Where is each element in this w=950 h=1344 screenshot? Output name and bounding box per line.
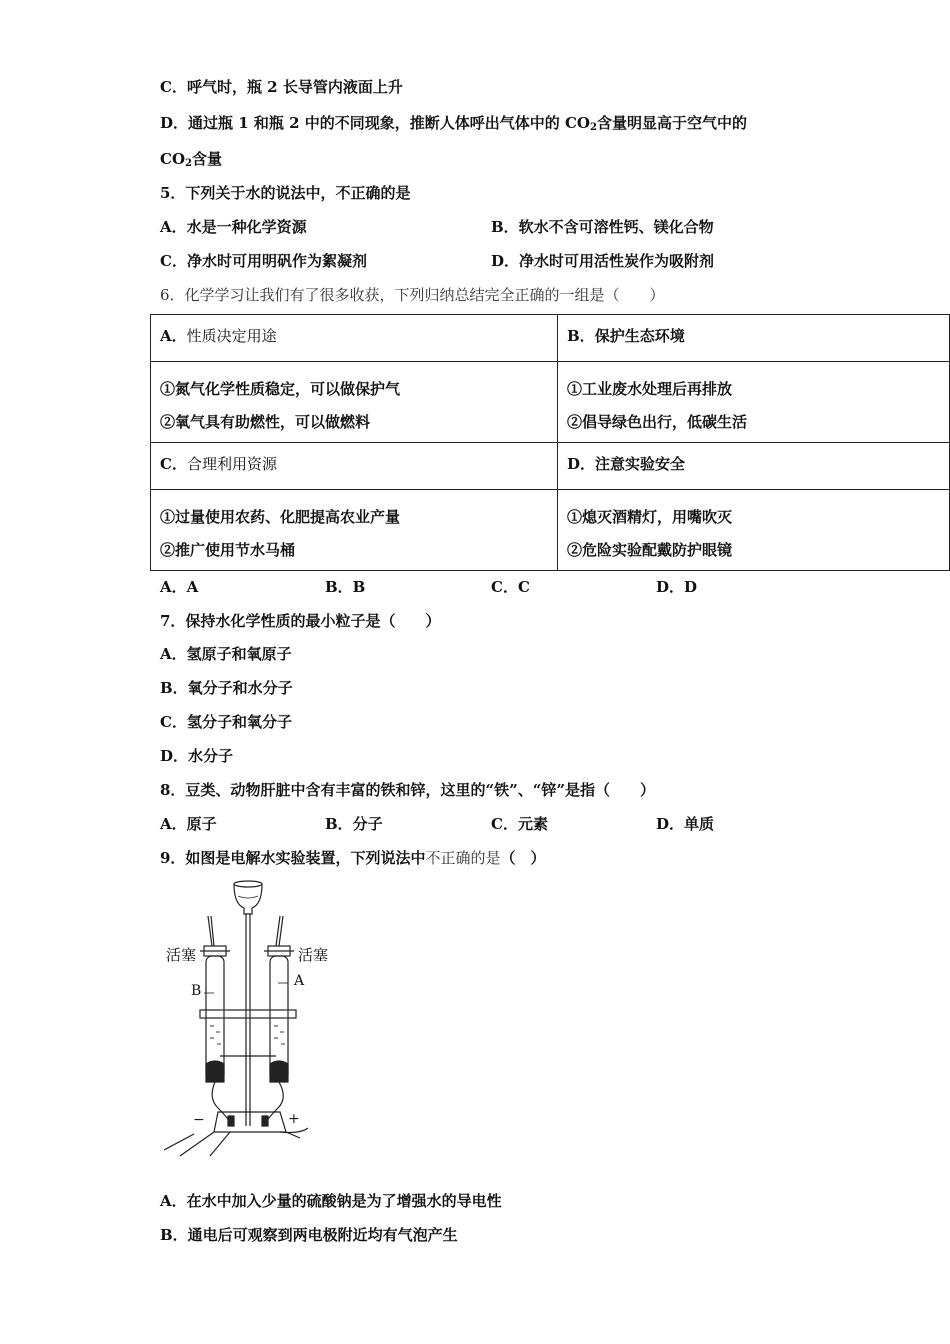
q6-cell-b-head: B．保护生态环境 [558, 315, 950, 362]
q5-option-a[interactable]: A．水是一种化学资源 [160, 218, 307, 236]
q6-cell-a-body: ①氮气化学性质稳定，可以做保护气 ②氧气具有助燃性，可以做燃料 [151, 362, 558, 443]
q7-option-b[interactable]: B．氧分子和水分子 [160, 679, 293, 697]
label-minus: − [193, 1112, 205, 1128]
q9-option-b[interactable]: B．通电后可观察到两电极附近均有气泡产生 [160, 1226, 458, 1244]
q8-option-a[interactable]: A．原子 [160, 815, 217, 833]
electrolysis-apparatus-figure [160, 876, 340, 1161]
q6-cell-b-body: ①工业废水处理后再排放 ②倡导绿色出行，低碳生活 [558, 362, 950, 443]
q5-option-b[interactable]: B．软水不含可溶性钙、镁化合物 [491, 218, 714, 236]
q5-stem: 5．下列关于水的说法中，不正确的是 [160, 184, 411, 202]
left-wire [212, 1082, 230, 1122]
label-tube-b: B [191, 983, 202, 999]
q6-option-c[interactable]: C．C [491, 578, 530, 596]
q4-option-d-line1: D．通过瓶 1 和瓶 2 中的不同现象，推断人体呼出气体中的 $CO_2$含量明显高于空气中的 [160, 114, 747, 133]
q6-cell-c-head: C．合理利用资源 [151, 443, 558, 490]
right-electrode [270, 1061, 288, 1082]
q7-option-d[interactable]: D．水分子 [160, 747, 234, 765]
water-level-marks [210, 1026, 285, 1044]
q4-option-c: C．呼气时，瓶 2 长导管内液面上升 [160, 78, 403, 96]
q7-option-a[interactable]: A．氢原子和氧原子 [160, 645, 292, 663]
q6-cell-c-body: ①过量使用农药、化肥提高农业产量 ②推广使用节水马桶 [151, 490, 558, 571]
q6-cell-a-head: A．性质决定用途 [151, 315, 558, 362]
left-electrode [206, 1061, 224, 1082]
q5-option-c[interactable]: C．净水时可用明矾作为絮凝剂 [160, 252, 367, 270]
q7-option-c[interactable]: C．氢分子和氧分子 [160, 713, 292, 731]
q6-option-d[interactable]: D．D [656, 578, 698, 596]
q8-option-b[interactable]: B．分子 [325, 815, 383, 833]
label-plus: + [288, 1111, 300, 1127]
q6-option-b[interactable]: B．B [325, 578, 366, 596]
q5-option-d[interactable]: D．净水时可用活性炭作为吸附剂 [491, 252, 715, 270]
funnel-bowl [234, 884, 262, 914]
label-stopcock-right: 活塞 [298, 946, 329, 964]
q8-option-d[interactable]: D．单质 [656, 815, 715, 833]
q8-option-c[interactable]: C．元素 [491, 815, 548, 833]
q8-stem: 8．豆类、动物肝脏中含有丰富的铁和锌，这里的“铁”、“锌”是指（ ） [160, 781, 655, 799]
base-leg-front [210, 1132, 230, 1156]
label-stopcock-left: 活塞 [166, 946, 197, 964]
upper-clamp [200, 1010, 296, 1018]
q9-option-a[interactable]: A．在水中加入少量的硫酸钠是为了增强水的导电性 [160, 1192, 502, 1210]
base-leg-left [180, 1132, 214, 1156]
q6-option-a[interactable]: A．A [160, 578, 199, 596]
q6-cell-d-body: ①熄灭酒精灯，用嘴吹灭 ②危险实验配戴防护眼镜 [558, 490, 950, 571]
q6-cell-d-head: D．注意实验安全 [558, 443, 950, 490]
q7-stem: 7．保持水化学性质的最小粒子是（ ） [160, 612, 441, 630]
q6-stem: 6．化学学习让我们有了很多收获，下列归纳总结完全正确的一组是（ ） [160, 286, 665, 304]
q9-stem: 9．如图是电解水实验装置，下列说法中不正确的是（ ） [160, 849, 546, 867]
funnel-rim [234, 881, 262, 887]
label-tube-a: A [294, 973, 305, 989]
q6-table [150, 314, 950, 571]
q4-option-d-line2: $CO_2$含量 [160, 150, 222, 169]
